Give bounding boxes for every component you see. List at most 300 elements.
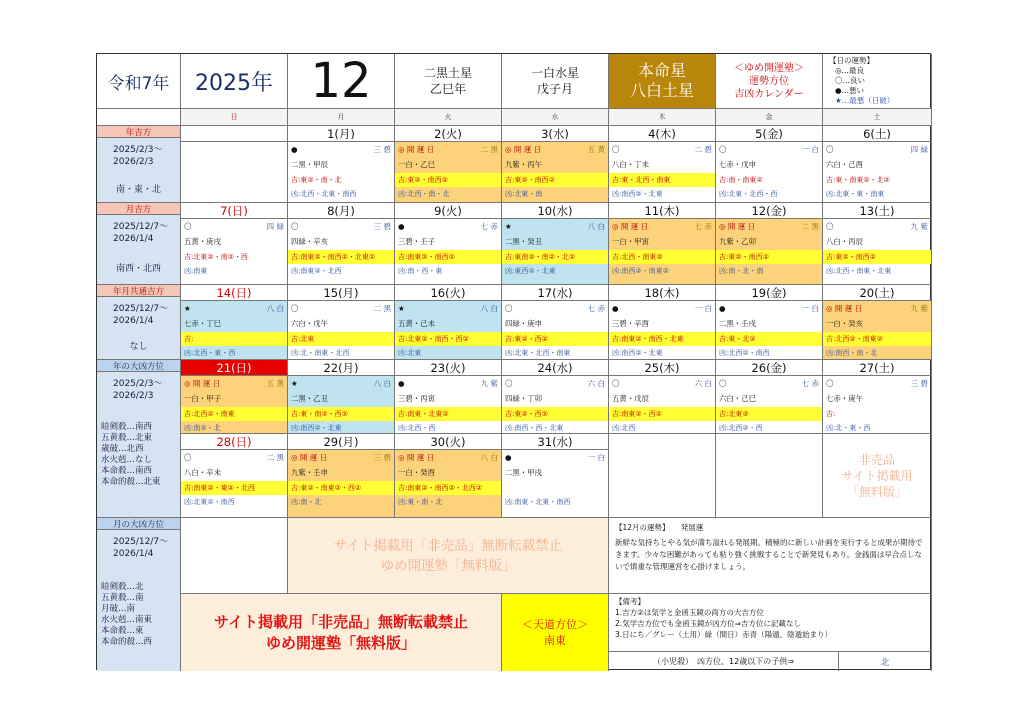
date-label: 4(木) xyxy=(609,126,716,142)
day-mark-row xyxy=(609,219,715,233)
lucky-directions: 吉:東・北西・南東 xyxy=(609,173,715,187)
year-star xyxy=(395,54,502,109)
day-mark-row xyxy=(288,301,394,315)
fortune-mark: 〇 xyxy=(505,378,513,388)
weekday-wed: 水 xyxy=(502,109,609,126)
date-label: 24(水) xyxy=(502,360,609,376)
common-lucky-body xyxy=(97,297,181,360)
unlucky-directions: 凶:南・北・南 xyxy=(719,267,764,275)
legend-box xyxy=(823,54,932,109)
unlucky-directions: 凶:南②・北 xyxy=(184,424,221,432)
day-mark-row xyxy=(502,450,608,464)
month-bad-title: 月の大凶方位 xyxy=(97,518,181,530)
calendar-sheet xyxy=(96,53,931,670)
watermark-bottom-2: ゆめ開運塾「無料版」 xyxy=(265,633,416,652)
fortune-mark: ◎ 開 運 日 xyxy=(826,303,863,313)
date-label: 2(火) xyxy=(395,126,502,142)
fortune-mark: 〇 xyxy=(612,378,620,388)
date-label: 7(日) xyxy=(181,203,288,219)
date-label: 23(火) xyxy=(395,360,502,376)
date-label: 31(水) xyxy=(502,434,609,450)
day-cell xyxy=(502,450,609,518)
year-bad-to: 2026/2/3 xyxy=(113,391,154,401)
year-bad-item: 本命殺…南西 xyxy=(101,466,153,476)
unlucky-directions: 凶:北西②・南西 xyxy=(719,349,770,357)
date-label: 11(木) xyxy=(609,203,716,219)
day-mark-row xyxy=(395,376,501,390)
day-cell xyxy=(288,376,395,434)
day-cell xyxy=(502,376,609,434)
day-sign: 八白・丙辰 xyxy=(826,237,863,246)
date-label: 18(木) xyxy=(609,285,716,301)
day-sign: 一白・癸酉 xyxy=(398,468,435,477)
date-label: 3(水) xyxy=(502,126,609,142)
fortune-mark: 〇 xyxy=(826,221,834,231)
honmei-value: 八白土星 xyxy=(629,81,694,100)
common-from: 2025/12/7～ xyxy=(113,304,169,314)
year-lucky-to: 2026/2/3 xyxy=(113,157,154,167)
day-mark-row xyxy=(716,142,822,156)
unlucky-directions: 凶:南西②・北東 xyxy=(291,424,342,432)
day-mark-row xyxy=(395,142,501,156)
title-line-3: 吉凶カレンダー xyxy=(734,88,804,100)
fortune-mark: ★ xyxy=(184,303,191,313)
day-mark-row xyxy=(609,376,715,390)
day-sign: 二黒・甲辰 xyxy=(291,160,328,169)
day-star: 七 赤 xyxy=(801,378,819,388)
month-bad-to: 2026/1/4 xyxy=(113,549,154,559)
lucky-directions: 吉:南東②・南西②・北西② xyxy=(395,481,501,495)
day-cell xyxy=(395,219,502,285)
unlucky-directions: 凶:南東・北東・南西 xyxy=(505,498,571,506)
day-cell xyxy=(395,376,502,434)
lucky-directions: 吉:東・南②・西② xyxy=(288,407,394,421)
year-lucky-title: 年吉方 xyxy=(97,126,181,138)
date-label: 26(金) xyxy=(716,360,823,376)
lucky-directions: 吉:北西②・南東② xyxy=(823,332,931,346)
lucky-directions: 吉:東②・南・北 xyxy=(291,176,342,184)
date-label: 10(水) xyxy=(502,203,609,219)
day-mark-row xyxy=(823,142,931,156)
lucky-directions: 吉:北西②・南東 xyxy=(181,407,287,421)
fortune-mark: ◎ 開 運 日 xyxy=(398,144,435,154)
month-kanshi: 戊子月 xyxy=(536,82,573,96)
unlucky-directions: 凶:北西・南東・北東 xyxy=(826,267,892,275)
date-label: 21(日) xyxy=(181,360,288,376)
common-to: 2026/1/4 xyxy=(113,316,154,326)
day-cell xyxy=(288,142,395,203)
day-sign: 一白・甲子 xyxy=(184,394,221,403)
fortune-mark: 〇 xyxy=(826,144,834,154)
year-label: 2025年 xyxy=(181,54,288,109)
month-bad-item: 本命的殺…西 xyxy=(101,637,153,647)
empty-thu-cell xyxy=(609,434,716,518)
child-kill-label: （小児殺） 凶方位、12歳以下の子供⇒ xyxy=(609,652,839,671)
lucky-directions: 吉:東②・南西② xyxy=(716,250,822,264)
day-mark-row xyxy=(181,219,287,233)
day-star: 六 白 xyxy=(587,378,605,388)
fortune-mark: ★ xyxy=(505,221,512,231)
calendar-title xyxy=(716,54,823,109)
month-star xyxy=(502,54,609,109)
day-cell xyxy=(181,301,288,360)
unlucky-directions: 凶:南東 xyxy=(184,267,208,275)
unlucky-directions: 凶:北西・西 xyxy=(398,424,436,432)
fortune-mark: ● xyxy=(505,452,512,462)
day-star: 二 黒 xyxy=(480,144,498,154)
unlucky-directions: 凶:北西・南・北 xyxy=(398,190,450,198)
date-label xyxy=(181,126,288,142)
day-sign: 一白・甲寅 xyxy=(612,237,649,246)
date-label: 12(金) xyxy=(716,203,823,219)
date-label: 17(水) xyxy=(502,285,609,301)
month-bad-body xyxy=(97,530,181,671)
day-sign: 八白・辛未 xyxy=(184,468,221,477)
year-bad-item: 本命的殺…北東 xyxy=(101,477,161,487)
legend-best: ◎…最良 xyxy=(835,66,865,75)
day-sign: 六白・己巳 xyxy=(719,394,756,403)
unlucky-directions: 凶:北東②・南西 xyxy=(184,498,235,506)
fortune-mark: ◎ 開 運 日 xyxy=(505,144,542,154)
day-cell xyxy=(823,219,932,285)
day-sign: 二黒・壬戌 xyxy=(719,319,756,328)
weekday-mon: 月 xyxy=(288,109,395,126)
notes-item: 2.気学吉方位でも金函玉鏡が凶方位⇒吉方位に記載なし xyxy=(615,619,801,628)
fortune-theme: 発展運 xyxy=(680,523,704,532)
lucky-directions: 吉:南東②・南西・北東 xyxy=(609,332,715,346)
day-mark-row xyxy=(395,219,501,233)
lucky-directions: 吉:北東 xyxy=(288,332,394,346)
watermark-bottom-1: サイト掲載用「非売品」無断転載禁止 xyxy=(214,612,468,631)
empty-day-cell xyxy=(181,142,288,203)
date-label: 29(月) xyxy=(288,434,395,450)
weekday-corner xyxy=(97,109,181,126)
day-mark-row xyxy=(609,142,715,156)
unlucky-directions: 凶:北東・東・南東 xyxy=(826,190,885,198)
day-cell xyxy=(823,376,932,434)
fortune-mark: 〇 xyxy=(612,144,620,154)
empty-fri-cell xyxy=(716,434,823,518)
common-dirs: なし xyxy=(129,342,148,352)
notes-title: 【備考】 xyxy=(615,597,645,606)
day-mark-row xyxy=(395,301,501,315)
month-bad-item: 本命殺…東 xyxy=(101,626,144,636)
unlucky-directions: 凶:北東 xyxy=(398,349,422,357)
day-mark-row xyxy=(502,219,608,233)
day-mark-row xyxy=(823,219,931,233)
fortune-mark: 〇 xyxy=(291,303,299,313)
date-label: 25(木) xyxy=(609,360,716,376)
day-star: 九 紫 xyxy=(910,221,928,231)
date-label: 15(月) xyxy=(288,285,395,301)
lucky-directions: 吉: xyxy=(826,410,836,418)
day-sign: 二黒・癸丑 xyxy=(505,237,542,246)
unlucky-directions: 凶:南西②・北東 xyxy=(612,190,663,198)
year-bad-item: 五黄殺…北東 xyxy=(101,433,153,443)
lucky-directions: 吉:東②・南西② xyxy=(395,173,501,187)
notes-box xyxy=(609,594,932,652)
unlucky-directions: 凶:東・南・北 xyxy=(398,498,443,506)
unlucky-directions: 凶:南西②・南東② xyxy=(612,267,669,275)
day-star: 二 黒 xyxy=(266,452,284,462)
day-cell xyxy=(288,219,395,285)
day-mark-row xyxy=(181,450,287,464)
unlucky-directions: 凶:南西②・北東 xyxy=(612,349,663,357)
day-cell xyxy=(181,219,288,285)
day-star: 三 碧 xyxy=(373,144,391,154)
day-star: 三 碧 xyxy=(373,221,391,231)
unlucky-directions: 凶:北・東・西 xyxy=(826,424,871,432)
lucky-directions: 吉:南東②・南西②・北東② xyxy=(288,250,394,264)
fortune-mark: 〇 xyxy=(184,221,192,231)
month-number: 12 xyxy=(288,54,395,109)
unlucky-directions: 凶:東西②・北東 xyxy=(505,267,556,275)
fortune-mark: ★ xyxy=(291,378,298,388)
fortune-mark: ● xyxy=(291,144,298,154)
day-star: 二 碧 xyxy=(694,144,712,154)
notes-item: 1.吉方②は気学と金函玉鏡の両方の大吉方位 xyxy=(615,608,764,617)
day-star: 一 白 xyxy=(694,303,712,313)
watermark-side-3: 「無料版」 xyxy=(846,484,907,499)
lucky-directions: 吉:東・南東②・北② xyxy=(826,176,890,184)
day-sign: 九紫・丙午 xyxy=(505,160,542,169)
lucky-directions: 吉:南東②・西② xyxy=(609,407,715,421)
day-mark-row xyxy=(502,301,608,315)
day-sign: 二黒・甲戌 xyxy=(505,468,542,477)
day-cell xyxy=(716,376,823,434)
weekday-sat: 土 xyxy=(823,109,932,126)
month-bad-item: 月破…南 xyxy=(101,604,136,614)
day-star: 八 白 xyxy=(587,221,605,231)
day-cell xyxy=(823,142,932,203)
year-bad-item: 水火剋…なし xyxy=(101,455,153,465)
lucky-directions: 吉:北東②・南②・西 xyxy=(184,253,248,261)
fortune-mark: 〇 xyxy=(719,378,727,388)
day-sign: 六白・戊午 xyxy=(291,319,328,328)
date-label: 13(土) xyxy=(823,203,932,219)
day-cell xyxy=(716,142,823,203)
lucky-directions: 吉: xyxy=(181,332,287,346)
weekday-fri: 金 xyxy=(716,109,823,126)
day-sign: 五黄・戊辰 xyxy=(612,394,649,403)
watermark-side-1: 非売品 xyxy=(858,452,895,467)
day-sign: 一白・乙巳 xyxy=(398,160,435,169)
lucky-directions: 吉:東②・西② xyxy=(502,332,608,346)
year-kanshi: 乙巳年 xyxy=(429,82,466,96)
day-mark-row xyxy=(288,376,394,390)
unlucky-directions: 凶:北東・北西・西 xyxy=(719,190,778,198)
fortune-mark: 〇 xyxy=(505,303,513,313)
day-star: 七 赤 xyxy=(587,303,605,313)
year-bad-title: 年の大凶方位 xyxy=(97,360,181,372)
day-sign: 六白・己酉 xyxy=(826,160,863,169)
watermark-bottom xyxy=(181,594,502,671)
day-sign: 四緑・庚申 xyxy=(505,319,542,328)
day-cell xyxy=(716,219,823,285)
month-bad-item: 五黄殺…南 xyxy=(101,593,144,603)
lucky-directions: 吉:南東・北東② xyxy=(395,407,501,421)
day-sign: 七赤・丁巳 xyxy=(184,319,221,328)
day-cell xyxy=(395,301,502,360)
watermark-mid-2: ゆめ開運塾「無料版」 xyxy=(380,557,516,574)
lucky-directions: 吉:東②・南西② xyxy=(502,173,608,187)
day-sign: 九紫・壬申 xyxy=(291,468,328,477)
lucky-directions: 吉:北東② xyxy=(716,407,822,421)
fortune-mark: ● xyxy=(719,303,726,313)
day-cell xyxy=(288,450,395,518)
day-star: 三 碧 xyxy=(373,452,391,462)
notes-item: 3.日にち／グレー（土用）緑（間日）赤青（陽遁、陰遁始まり） xyxy=(615,630,833,639)
month-lucky-title: 月吉方 xyxy=(97,203,181,215)
lucky-directions: 吉:東②・西② xyxy=(502,407,608,421)
day-sign: 八白・丁未 xyxy=(612,160,649,169)
watermark-mid-1: サイト掲載用「非売品」無断転載禁止 xyxy=(333,537,563,554)
fortune-mark: ● xyxy=(398,221,405,231)
day-sign: 三碧・壬子 xyxy=(398,237,435,246)
bottom-empty-1 xyxy=(181,518,288,594)
day-star: 九 紫 xyxy=(480,378,498,388)
child-kill-dir: 北 xyxy=(839,652,932,671)
month-bad-item: 暗剣殺…北 xyxy=(101,582,144,592)
day-mark-row xyxy=(288,142,394,156)
day-mark-row xyxy=(181,376,287,390)
day-star: 四 緑 xyxy=(266,221,284,231)
lucky-directions: 吉:南・南東② xyxy=(719,176,763,184)
lucky-directions: 吉:東②・南東②・西② xyxy=(288,481,394,495)
lucky-directions: 吉:南東②・南西② xyxy=(395,250,501,264)
date-label: 27(土) xyxy=(823,360,932,376)
month-lucky-to: 2026/1/4 xyxy=(113,234,154,244)
year-lucky-dirs: 南・東・北 xyxy=(115,185,161,195)
date-label: 28(日) xyxy=(181,434,288,450)
date-label: 16(火) xyxy=(395,285,502,301)
fortune-mark: 〇 xyxy=(184,452,192,462)
day-cell xyxy=(823,301,932,360)
month-bad-from: 2025/12/7～ xyxy=(113,537,169,547)
day-sign: 七赤・庚午 xyxy=(826,394,863,403)
month-lucky-body xyxy=(97,215,181,285)
honmei-label: 本命星 xyxy=(637,61,686,80)
day-cell xyxy=(288,301,395,360)
tenchu-box xyxy=(502,594,609,671)
day-sign: 三碧・丙寅 xyxy=(398,394,435,403)
unlucky-directions: 凶:北西②・西 xyxy=(719,424,763,432)
fortune-text: 新鮮な気持ちとやる気が満ち溢れる発展期。積極的に新しい計画を実行すると成果が期待できます。少々な困難があっても粘り強く挑戦することで新発見もあり。金銭面は早合点しないで慎重な管理運営を心掛けましょう。 xyxy=(615,538,923,571)
day-sign: 四緑・辛亥 xyxy=(291,237,328,246)
day-mark-row xyxy=(823,376,931,390)
legend-title: 【日の運勢】 xyxy=(829,56,874,65)
unlucky-directions: 凶:北東・北西・南東 xyxy=(505,349,571,357)
day-cell xyxy=(502,301,609,360)
day-star: 七 赤 xyxy=(480,221,498,231)
day-star: 七 赤 xyxy=(694,221,712,231)
date-label: 6(土) xyxy=(823,126,932,142)
day-mark-row xyxy=(823,301,931,315)
fortune-mark: ★ xyxy=(398,303,405,313)
fortune-title: 【12月の運勢】 xyxy=(615,523,666,532)
unlucky-directions: 凶:南東②・北西 xyxy=(291,267,342,275)
lucky-directions: 吉:北東②・南西・西② xyxy=(395,332,501,346)
day-cell xyxy=(181,450,288,518)
honmei-star-box xyxy=(609,54,716,109)
era-label: 令和7年 xyxy=(97,54,181,109)
unlucky-directions: 凶:北東・南 xyxy=(505,190,543,198)
day-cell xyxy=(502,142,609,203)
day-star: 四 緑 xyxy=(910,144,928,154)
day-star: 一 白 xyxy=(801,144,819,154)
unlucky-directions: 凶:北・南東・北西 xyxy=(291,349,350,357)
watermark-side-2: サイト掲載用 xyxy=(841,468,913,483)
fortune-mark: ◎ 開 運 日 xyxy=(184,378,221,388)
day-star: 二 黒 xyxy=(373,303,391,313)
legend-bad: ●…悪い xyxy=(835,86,865,95)
date-label: 14(日) xyxy=(181,285,288,301)
unlucky-directions: 凶:南西・西・北東 xyxy=(505,424,564,432)
day-star: 二 黒 xyxy=(801,221,819,231)
day-cell xyxy=(609,376,716,434)
day-star: 一 白 xyxy=(801,303,819,313)
day-sign: 二黒・乙丑 xyxy=(291,394,328,403)
unlucky-directions: 凶:北西・北東・南西 xyxy=(291,190,357,198)
lucky-directions: 吉:東南②・南②・北② xyxy=(502,250,608,264)
legend-good: 〇…良い xyxy=(835,76,865,85)
lucky-directions: 吉:東②・南西② xyxy=(823,250,931,264)
day-cell xyxy=(609,301,716,360)
month-lucky-from: 2025/12/7～ xyxy=(113,222,169,232)
month-fortune xyxy=(609,518,932,594)
fortune-mark: ● xyxy=(398,378,405,388)
day-star: 九 紫 xyxy=(910,303,928,313)
year-bad-from: 2025/2/3～ xyxy=(113,379,163,389)
day-star: 八 白 xyxy=(480,303,498,313)
fortune-mark: ◎ 開 運 日 xyxy=(398,452,435,462)
day-star: 五 黄 xyxy=(266,378,284,388)
month-star-name: 一白水星 xyxy=(530,66,579,80)
day-star: 三 碧 xyxy=(910,378,928,388)
year-bad-item: 暗剣殺…南西 xyxy=(101,422,153,432)
day-star: 五 黄 xyxy=(587,144,605,154)
fortune-mark: ● xyxy=(612,303,619,313)
month-bad-item: 水火剋…南東 xyxy=(101,615,153,625)
year-lucky-from: 2025/2/3～ xyxy=(113,145,163,155)
day-mark-row xyxy=(395,450,501,464)
lucky-directions xyxy=(502,481,608,495)
day-mark-row xyxy=(288,450,394,464)
watermark-side xyxy=(823,434,932,518)
day-mark-row xyxy=(288,219,394,233)
date-label: 1(月) xyxy=(288,126,395,142)
day-sign: 五黄・己未 xyxy=(398,319,435,328)
day-sign: 三碧・辛酉 xyxy=(612,319,649,328)
day-cell xyxy=(609,219,716,285)
unlucky-directions: 凶:北西・東・西 xyxy=(184,349,236,357)
date-label: 8(月) xyxy=(288,203,395,219)
unlucky-directions: 凶:南・西・東 xyxy=(398,267,443,275)
fortune-mark: ◎ 開 運 日 xyxy=(612,221,649,231)
year-bad-body xyxy=(97,372,181,518)
day-mark-row xyxy=(502,376,608,390)
lucky-directions: 吉:北西・南東② xyxy=(609,250,715,264)
lucky-directions: 吉:東・北② xyxy=(716,332,822,346)
lucky-directions: 吉:南東②・東②・北西 xyxy=(181,481,287,495)
date-label: 9(火) xyxy=(395,203,502,219)
day-sign: 九紫・乙卯 xyxy=(719,237,756,246)
day-mark-row xyxy=(502,142,608,156)
day-star: 八 白 xyxy=(266,303,284,313)
title-line-2: 運勢方位 xyxy=(749,75,789,87)
day-mark-row xyxy=(716,376,822,390)
day-sign: 一白・癸亥 xyxy=(826,319,863,328)
